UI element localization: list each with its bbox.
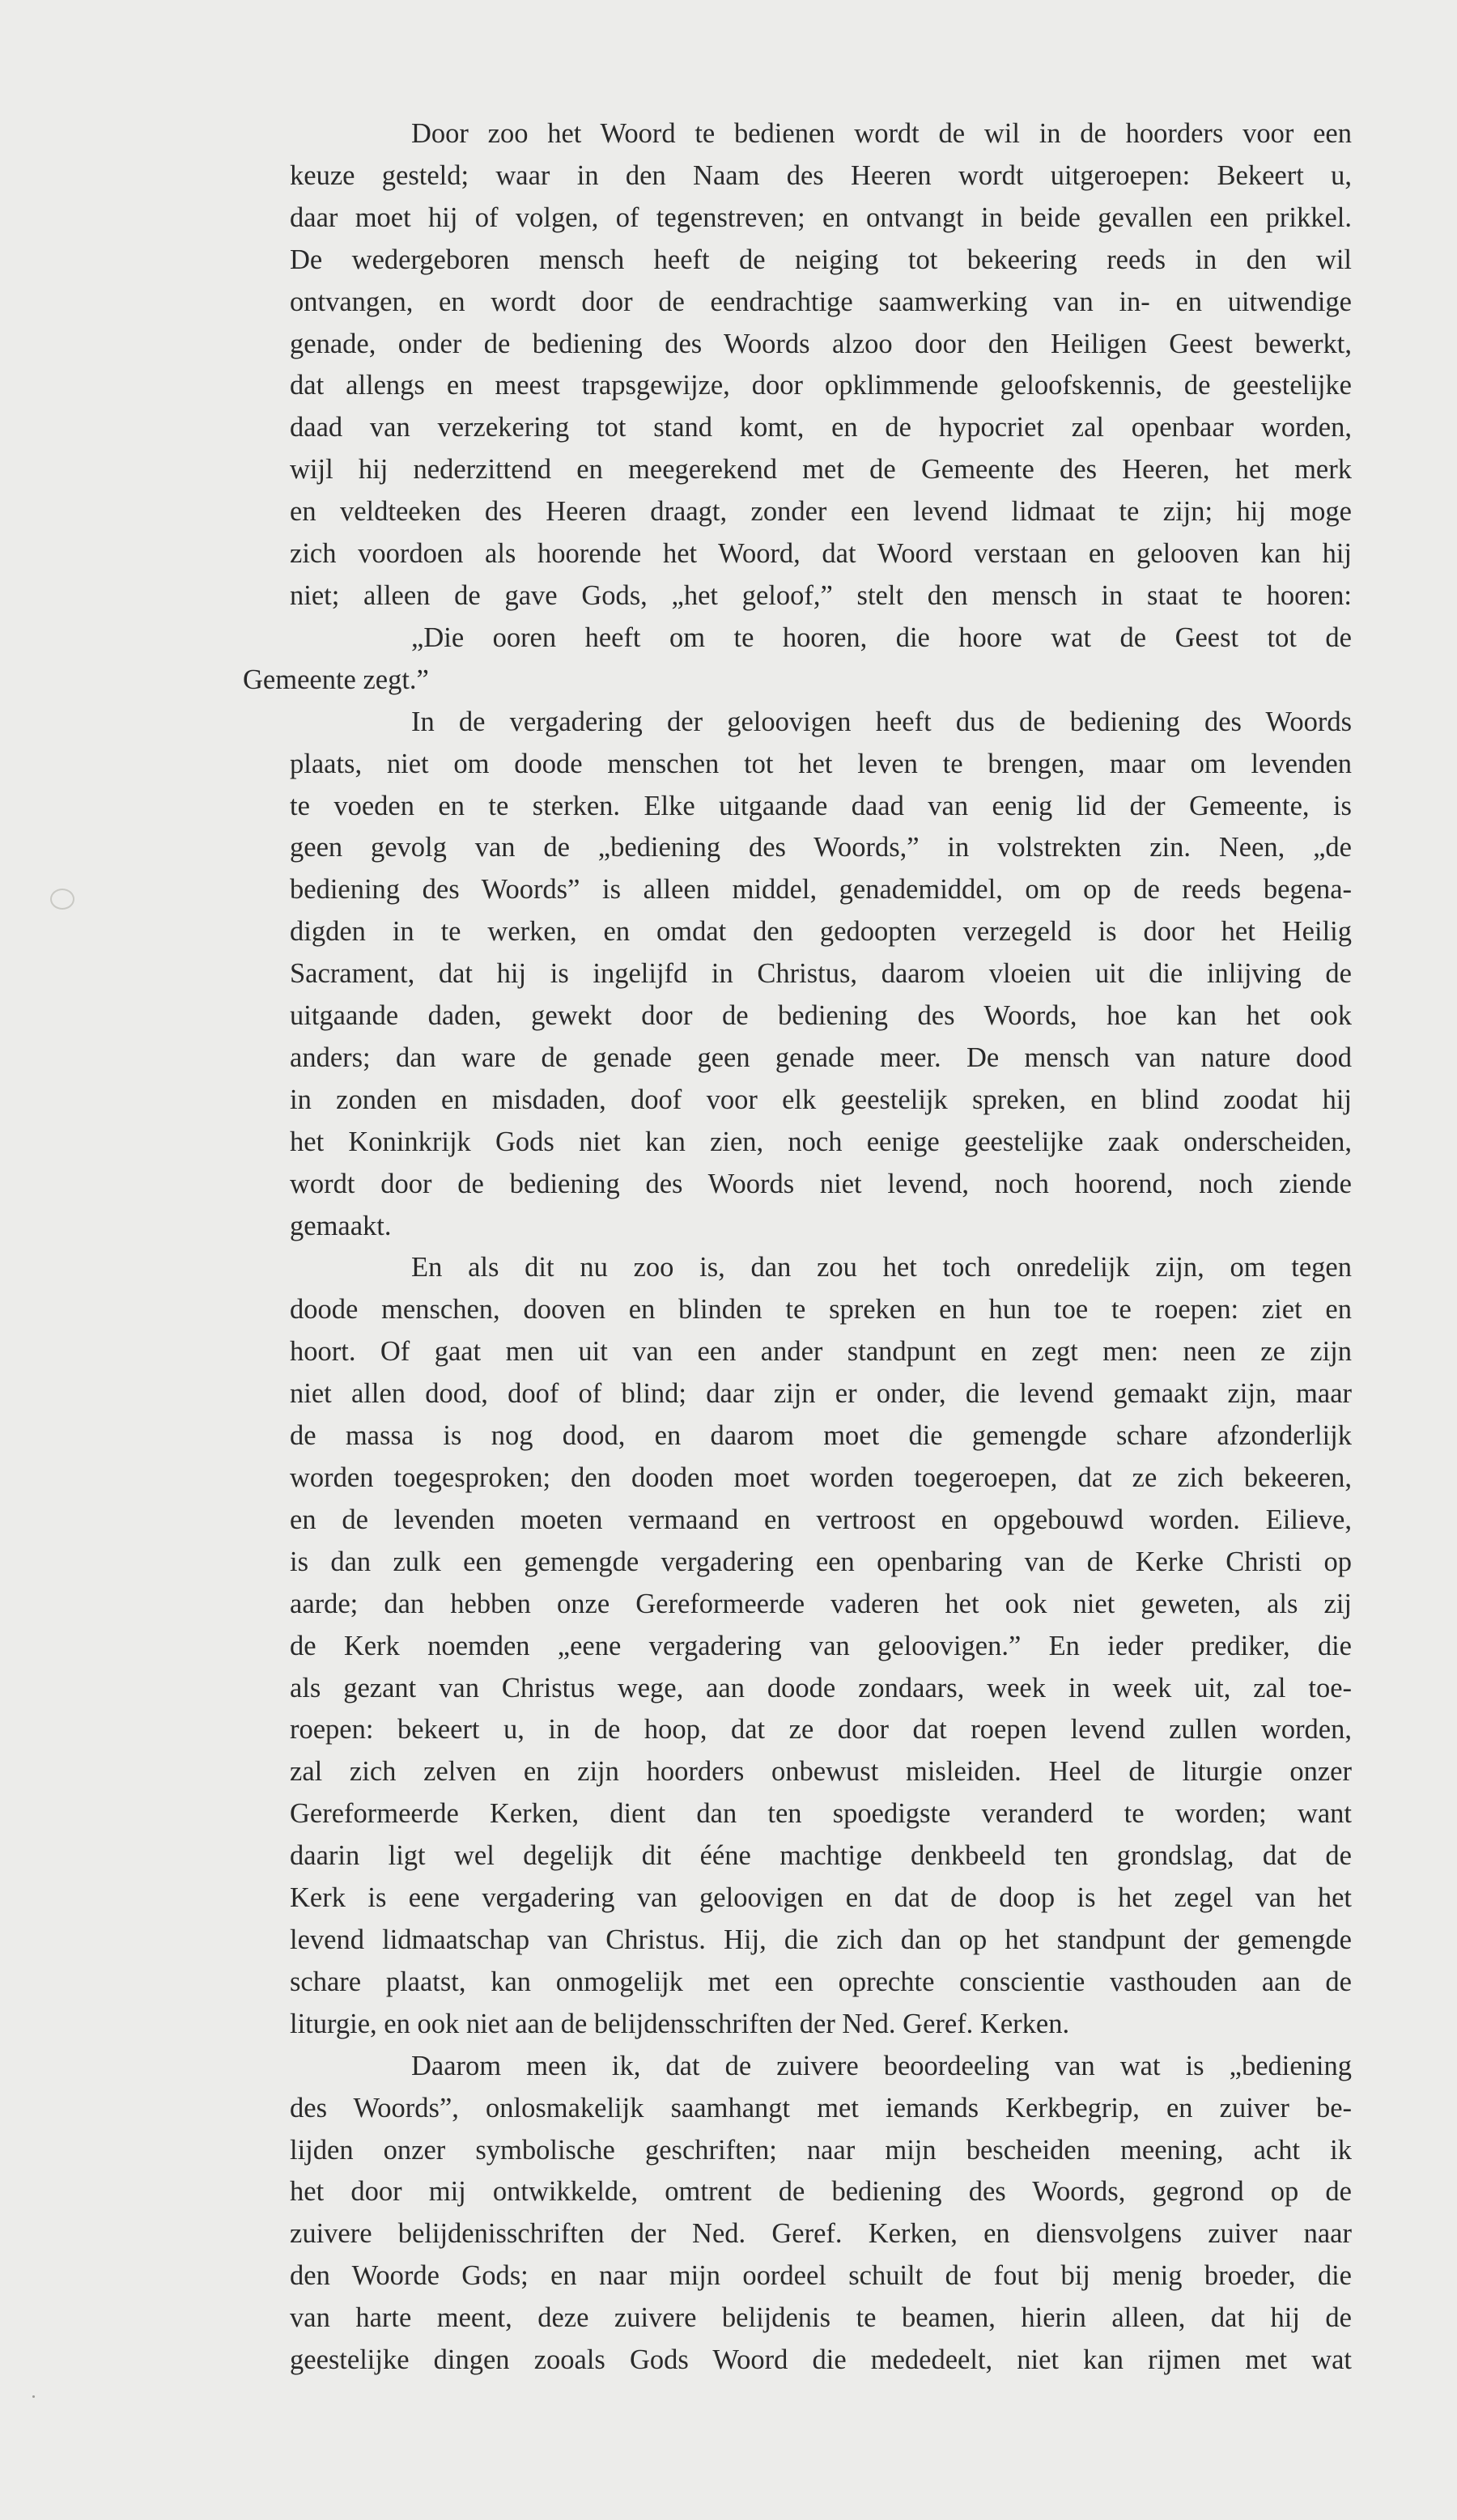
text-line: geestelijke dingen zooals Gods Woord die mededeelt, niet kan rijmen met wat [290,2344,1352,2376]
text-line: En als dit nu zoo is, dan zou het toch onredelijk zijn, om tegen [411,1252,1352,1283]
text-line: daad van verzekering tot stand komt, en de hypocriet zal openbaar worden, [290,412,1352,443]
text-line: den Woorde Gods; en naar mijn oordeel schuilt de fout bij menig broeder, die [290,2260,1352,2292]
text-line: niet; alleen de gave Gods, „het geloof,” stelt den mensch in staat te hooren: [290,579,1352,611]
text-line: zal zich zelven en zijn hoorders onbewust misleiden. Heel de liturgie onzer [290,1756,1352,1788]
quote-line: „Die ooren heeft om te hooren, die hoore wat de Geest tot de [411,622,1352,653]
text-line: roepen: bekeert u, in de hoop, dat ze door dat roepen levend zullen worden, [290,1714,1352,1746]
text-line: wijl hij nederzittend en meegerekend met de Gemeente des Heeren, het merk [290,454,1352,486]
body-text [243,113,1352,2382]
text-line: des Woords”, onlosmakelijk saamhangt met iemands Kerkbegrip, en zuiver be- [290,2092,1352,2123]
text-line: doode menschen, dooven en blinden te spreken en hun toe te roepen: ziet en [290,1294,1352,1326]
text-line: hoort. Of gaat men uit van een ander standpunt en zegt men: neen ze zijn [290,1336,1352,1368]
text-line: als gezant van Christus wege, aan doode zondaars, week in week uit, zal toe- [290,1672,1352,1703]
text-line: worden toegesproken; den dooden moet worden toegeroepen, dat ze zich bekeeren, [290,1462,1352,1493]
text-line: plaats, niet om doode menschen tot het leven te brengen, maar om levenden [290,748,1352,779]
text-line: Gereformeerde Kerken, dient dan ten spoedigste veranderd te worden; want [290,1798,1352,1830]
text-line: en veldteeken des Heeren draagt, zonder een levend lidmaat te zijn; hij moge [290,496,1352,528]
text-line: zuivere belijdenisschriften der Ned. Geref. Kerken, en diensvolgens zuiver naar [290,2218,1352,2250]
margin-stain [50,889,74,910]
text-line: zich voordoen als hoorende het Woord, dat Woord verstaan en gelooven kan hij [290,538,1352,570]
text-line: bediening des Woords” is alleen middel, genademiddel, om op de reeds begena- [290,874,1352,906]
text-line: In de vergadering der geloovigen heeft dus de bediening des Woords [411,706,1352,737]
text-line: levend lidmaatschap van Christus. Hij, die zich dan op het standpunt der gemengde [290,1924,1352,1955]
text-line: genade, onder de bediening des Woords alzoo door den Heiligen Geest bewerkt, [290,328,1352,359]
text-line: gemaakt. [290,1210,392,1241]
text-line: De wedergeboren mensch heeft de neiging tot bekeering reeds in den wil [290,244,1352,275]
text-line: Daarom meen ik, dat de zuivere beoordeeling van wat is „bediening [411,2050,1352,2081]
text-line: Kerk is eene vergadering van geloovigen en dat de doop is het zegel van het [290,1882,1352,1914]
text-line: Door zoo het Woord te bedienen wordt de wil in de hoorders voor een [411,118,1352,149]
text-line: wordt door de bediening des Woords niet levend, noch hoorend, noch ziende [290,1168,1352,1199]
text-line: de massa is nog dood, en daarom moet die gemengde schare afzonderlijk [290,1420,1352,1452]
text-line: liturgie, en ook niet aan de belijdensschriften der Ned. Geref. Kerken. [290,2008,1070,2039]
text-line: anders; dan ware de genade geen genade meer. De mensch van nature dood [290,1042,1352,1073]
text-line: het door mij ontwikkelde, omtrent de bediening des Woords, gegrond op de [290,2176,1352,2208]
text-line: van harte meent, deze zuivere belijdenis te beamen, hierin alleen, dat hij de [290,2302,1352,2334]
text-line: geen gevolg van de „bediening des Woords,” in volstrekten zin. Neen, „de [290,832,1352,863]
ink-speck [32,2395,35,2398]
text-line: keuze gesteld; waar in den Naam des Heeren wordt uitgeroepen: Bekeert u, [290,159,1352,191]
text-line: dat allengs en meest trapsgewijze, door opklimmende geloofskennis, de geestelijke [290,370,1352,401]
text-line: schare plaatst, kan onmogelijk met een oprechte conscientie vasthouden aan de [290,1966,1352,1997]
text-line: digden in te werken, en omdat den gedoopten verzegeld is door het Heilig [290,916,1352,948]
text-line: niet allen dood, doof of blind; daar zijn er onder, die levend gemaakt zijn, maar [290,1378,1352,1410]
text-line: Sacrament, dat hij is ingelijfd in Christus, daarom vloeien uit die inlijving de [290,958,1352,990]
quote-line: Gemeente zegt.” [243,664,429,695]
text-line: het Koninkrijk Gods niet kan zien, noch eenige geestelijke zaak onderscheiden, [290,1126,1352,1157]
text-line: ontvangen, en wordt door de eendrachtige saamwerking van in- en uitwendige [290,286,1352,317]
text-line: daar moet hij of volgen, of tegenstreven; en ontvangt in beide gevallen een prikkel. [290,202,1352,233]
text-line: en de levenden moeten vermaand en vertroost en opgebouwd worden. Eilieve, [290,1504,1352,1535]
text-line: is dan zulk een gemengde vergadering een openbaring van de Kerke Christi op [290,1546,1352,1577]
text-line: de Kerk noemden „eene vergadering van geloovigen.” En ieder prediker, die [290,1630,1352,1661]
text-line: daarin ligt wel degelijk dit ééne machtige denkbeeld ten grondslag, dat de [290,1840,1352,1872]
text-line: aarde; dan hebben onze Gereformeerde vaderen het ook niet geweten, als zij [290,1588,1352,1619]
text-line: te voeden en te sterken. Elke uitgaande daad van eenig lid der Gemeente, is [290,790,1352,821]
text-line: uitgaande daden, gewekt door de bediening des Woords, hoe kan het ook [290,1000,1352,1032]
text-line: in zonden en misdaden, doof voor elk geestelijk spreken, en blind zoodat hij [290,1084,1352,1115]
text-line: lijden onzer symbolische geschriften; naar mijn bescheiden meening, acht ik [290,2134,1352,2166]
